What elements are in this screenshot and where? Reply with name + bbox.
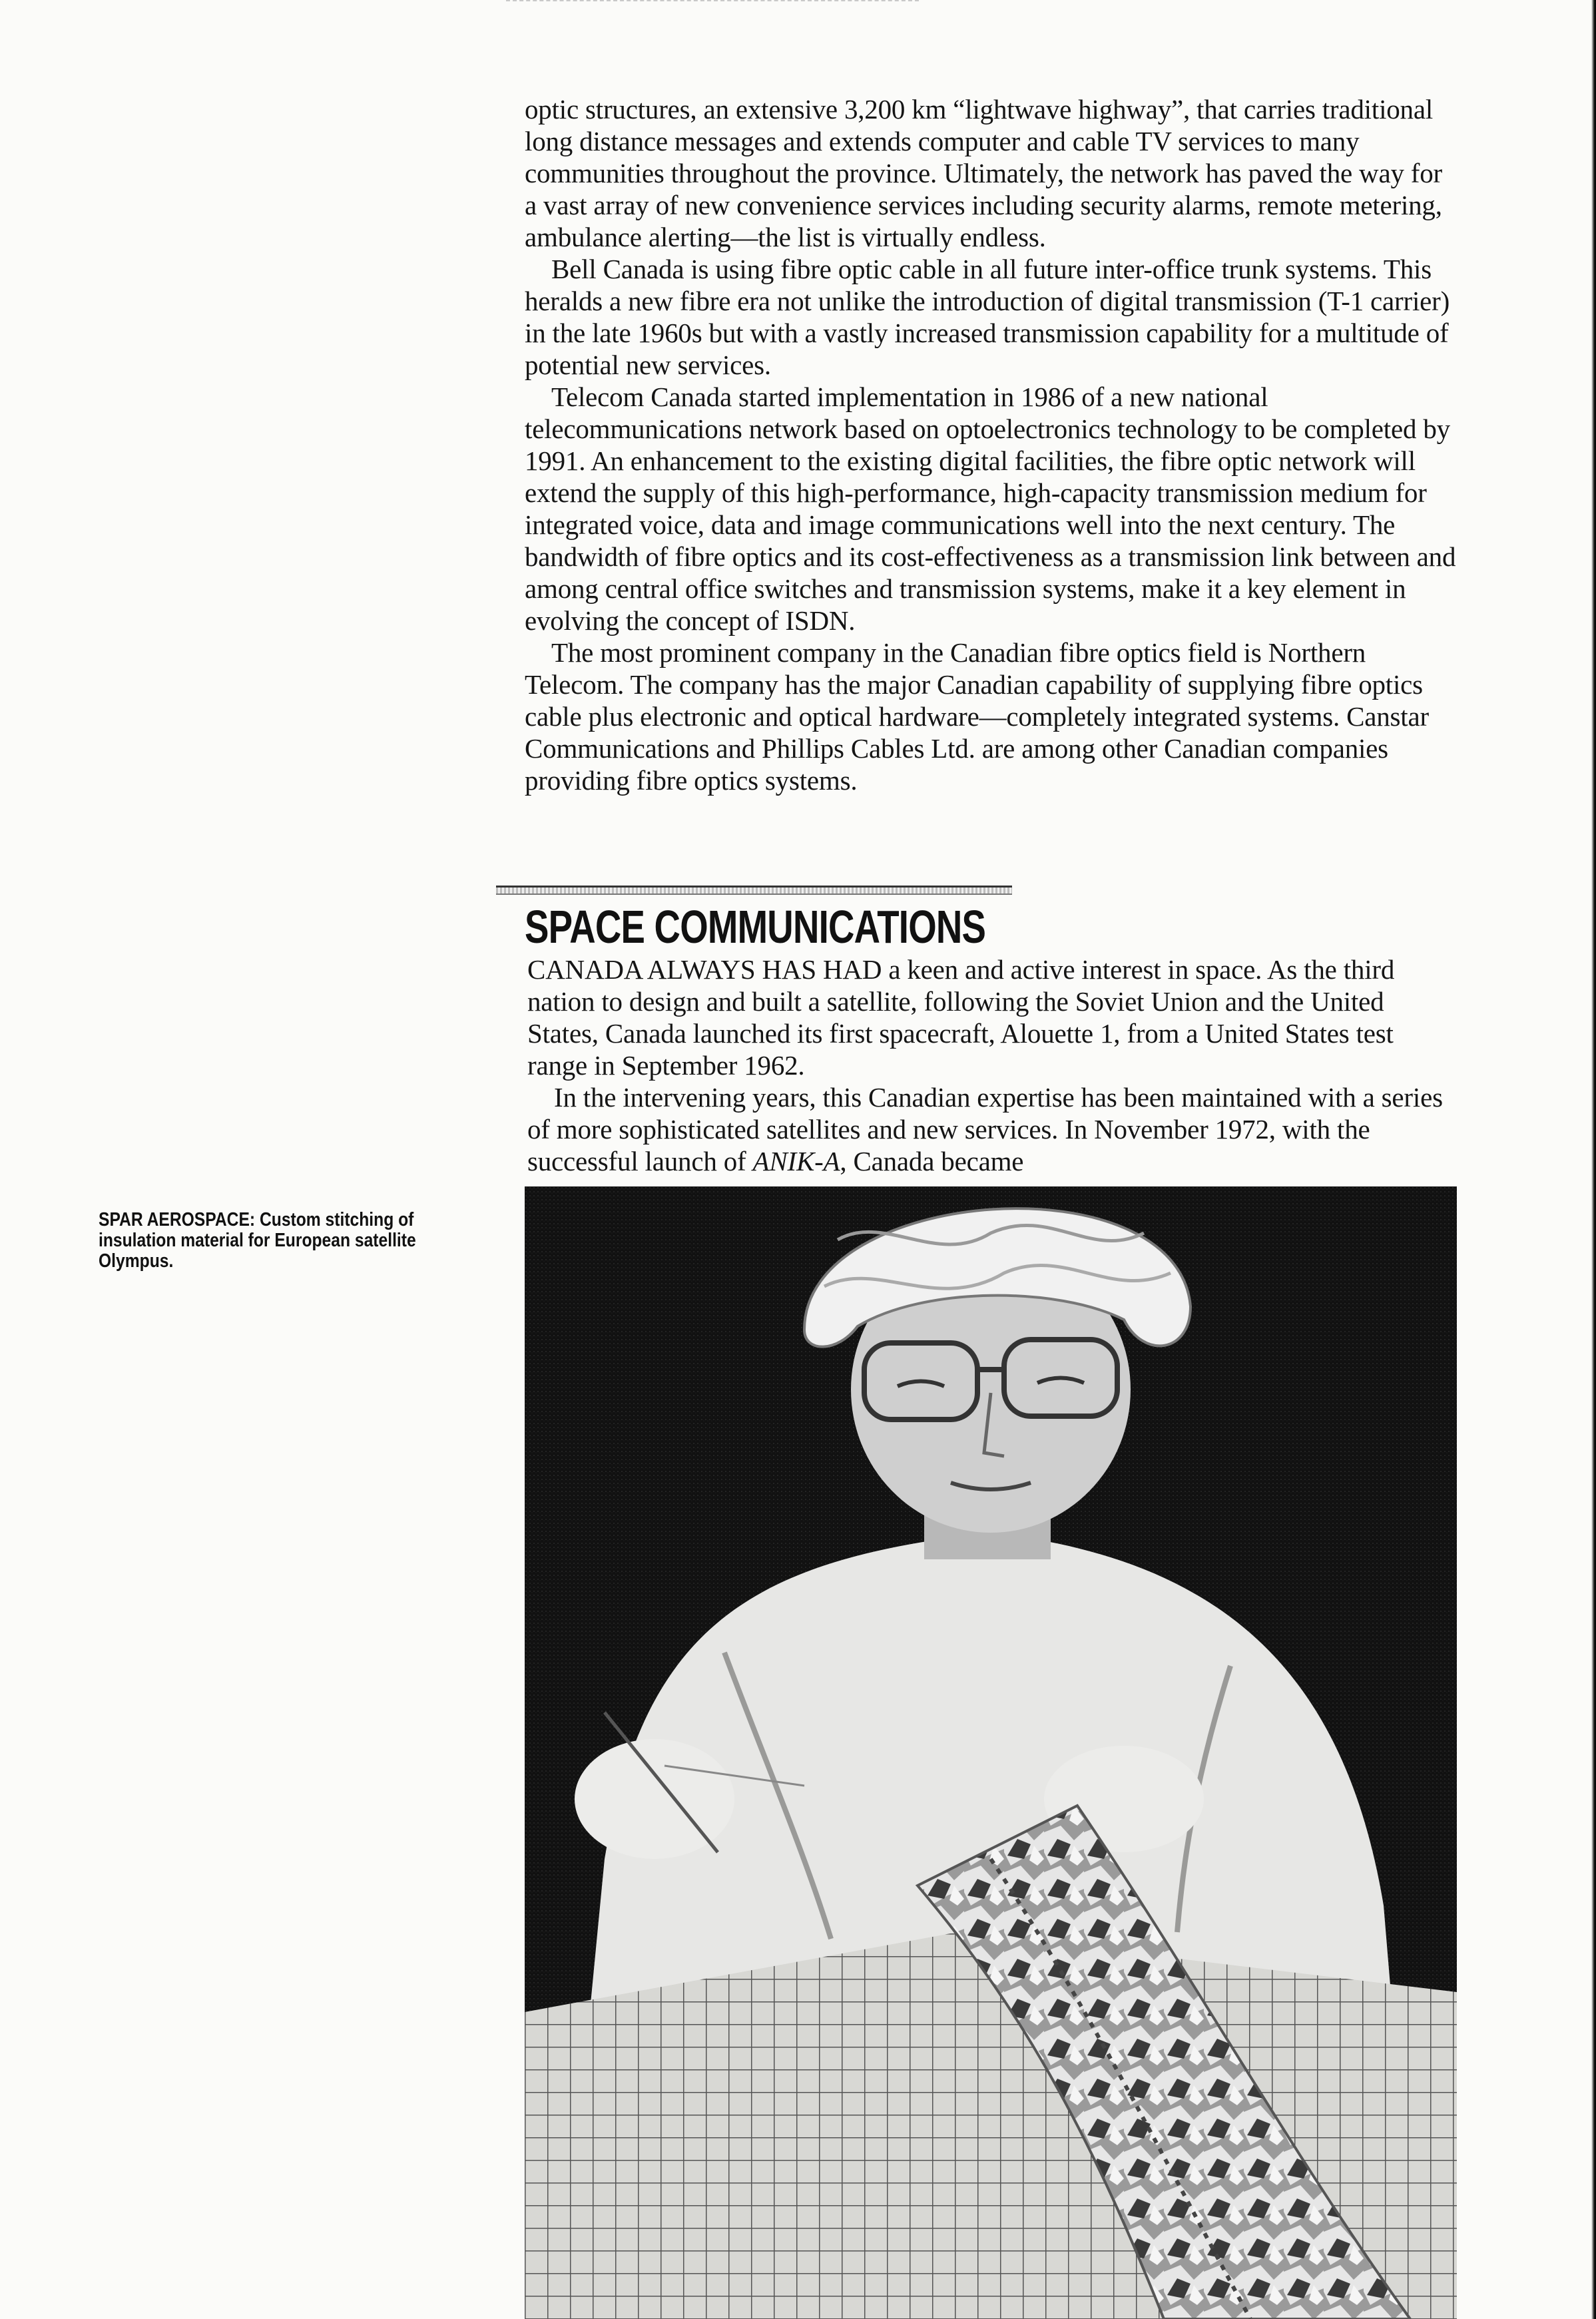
section-body [527, 953, 1460, 1177]
anik-a-name: ANIK-A [752, 1146, 840, 1176]
photo-illustration [525, 1186, 1457, 2319]
paragraph-intervening-years [527, 1081, 1460, 1177]
paragraph-intervening-years-end: , Canada became [840, 1146, 1024, 1176]
photo-caption: SPAR AEROSPACE: Custom stitching of insulation material for European satellite Olympus. [99, 1209, 416, 1272]
page-edge-shadow [1591, 0, 1596, 2319]
paragraph-northern-telecom: The most prominent company in the Canadian fibre optics field is Northern Telecom. The company has the major Canadian capability of supplying fibre optics cable plus electronic and optical hardware—completely integrated systems. Canstar Communications and Phillips Cables Ltd. are among other Canadian companies providing fibre optics systems. [525, 637, 1429, 796]
scan-artifact [506, 0, 919, 7]
photo-technician-stitching [525, 1186, 1457, 2319]
paragraph-space-intro: CANADA ALWAYS HAS HAD a keen and active interest in space. As the third nation to design and built a satellite, following the Soviet Union and the United States, Canada launched its first spacecraft, Alouette 1, from a United States test range in September 1962. [527, 954, 1395, 1081]
paragraph-intervening-years-text: In the intervening years, this Canadian expertise has been maintained with a series of more sophisticated satellites and new services. In November 1972, with the successful launch of [527, 1082, 1443, 1176]
article-body-continued [525, 93, 1457, 796]
section-heading: SPACE COMMUNICATIONS [525, 901, 986, 953]
section-divider [496, 886, 1012, 895]
paragraph-lightwave-highway: optic structures, an extensive 3,200 km “lightwave highway”, that carries traditional long distance messages and extends computer and cable TV services to many communities throughout the province. Ultimately, the network has paved the way for a vast array of new convenience services including security alarms, remote metering, ambulance alerting—the list is virtually endless. [525, 94, 1443, 252]
paragraph-telecom-canada: Telecom Canada started implementation in 1986 of a new national telecommunications network based on optoelectronics technology to be completed by 1991. An enhancement to the existing digital facilities, the fibre optic network will extend the supply of this high-performance, high-capacity transmission medium for integrated voice, data and image communications well into the next century. The bandwidth of fibre optics and its cost-effectiveness as a transmission link between and among central office switches and transmission systems, make it a key element in evolving the concept of ISDN. [525, 382, 1456, 636]
paragraph-bell-canada: Bell Canada is using fibre optic cable in all future inter-office trunk systems. This heralds a new fibre era not unlike the introduction of digital transmission (T-1 carrier) in the late 1960s but with a vastly increased transmission capability for a multitude of potential new services. [525, 254, 1450, 380]
